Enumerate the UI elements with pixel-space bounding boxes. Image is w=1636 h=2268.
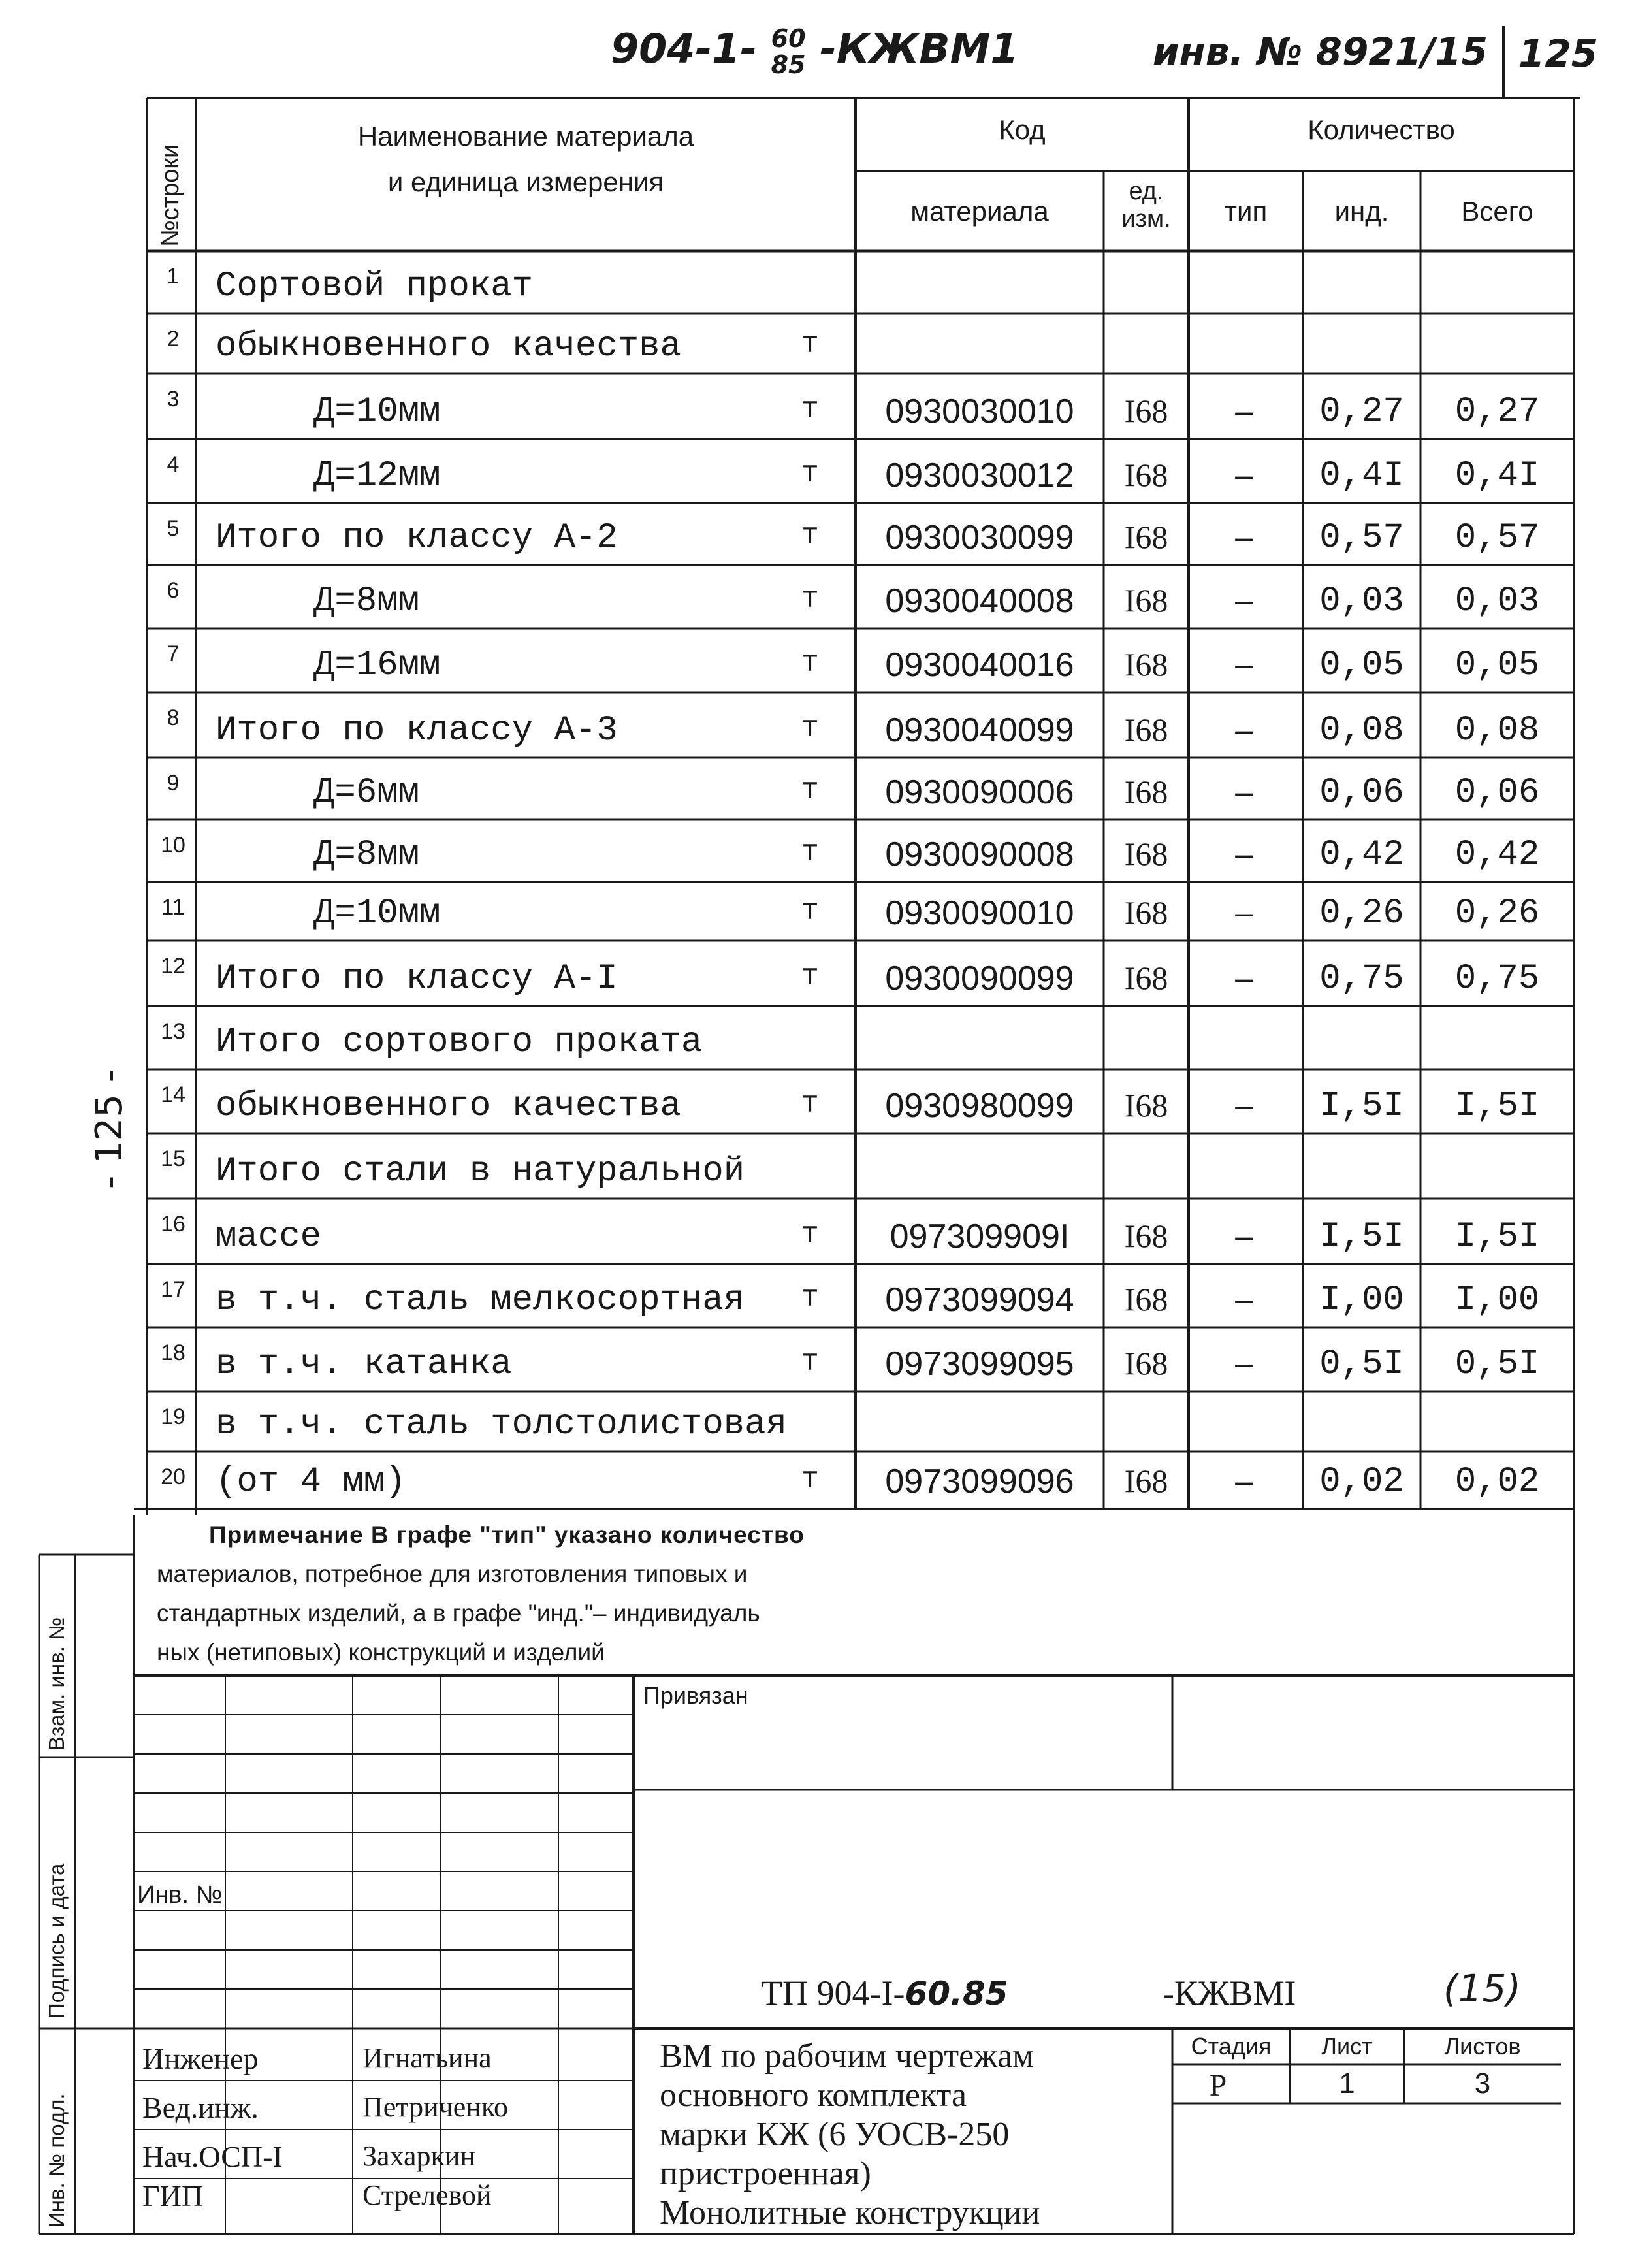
doc-designation-suffix: -КЖВМI <box>1163 1973 1296 2013</box>
qty-total: 0,27 <box>1454 392 1540 432</box>
signature-role: Инженер <box>142 2042 259 2075</box>
material-code: 0930040099 <box>885 711 1074 749</box>
sheets-value: 3 <box>1474 2067 1491 2099</box>
row-number: 5 <box>167 516 180 541</box>
qty-total: I,5I <box>1454 1217 1540 1257</box>
stage-label: Стадия <box>1191 2033 1272 2060</box>
material-name: Д=8мм <box>313 581 420 621</box>
qty-type: – <box>1235 894 1253 931</box>
unit-of-measure: т <box>801 519 819 553</box>
unit-of-measure: т <box>801 457 819 491</box>
qty-type: – <box>1235 835 1253 872</box>
unit-code: I68 <box>1124 519 1168 555</box>
material-code: 097309909I <box>890 1218 1070 1256</box>
table-row <box>0 1069 1636 1133</box>
table-row <box>0 1264 1636 1327</box>
header-name-line1: Наименование материала <box>357 121 694 152</box>
material-name: Д=8мм <box>313 835 420 875</box>
side-page-number: - 125 - <box>88 1069 131 1189</box>
qty-total: 0,08 <box>1454 711 1540 751</box>
note <box>157 1515 1006 1672</box>
row-number: 20 <box>161 1465 185 1489</box>
qty-individual: 0,03 <box>1319 581 1404 621</box>
title-line1: ВМ по рабочим чертежам <box>660 2037 1035 2075</box>
qty-individual: 0,05 <box>1319 645 1404 685</box>
header-code: Код <box>999 114 1046 145</box>
unit-of-measure: т <box>801 835 819 869</box>
unit-code: I68 <box>1124 960 1168 996</box>
table-row <box>0 820 1636 882</box>
qty-type: – <box>1235 1087 1253 1124</box>
qty-type: – <box>1235 646 1253 683</box>
unit-code: I68 <box>1124 773 1168 810</box>
doc-designation-prefix: ТП 904-I- <box>761 1973 905 2013</box>
title-line3: марки КЖ (6 УОСВ-250 <box>660 2116 1010 2153</box>
unit-code: I68 <box>1124 835 1168 872</box>
table-row <box>0 1451 1636 1509</box>
qty-total: 0,4I <box>1454 456 1540 496</box>
unit-code: I68 <box>1124 457 1168 493</box>
unit-of-measure: т <box>801 327 819 361</box>
material-code: 0930090099 <box>885 960 1074 997</box>
header-total: Всего <box>1461 196 1533 227</box>
privyazan-label: Привязан <box>643 1682 748 1709</box>
qty-total: 0,26 <box>1454 894 1540 933</box>
table-row <box>0 628 1636 692</box>
material-name: в т.ч. сталь толстолистовая <box>216 1404 787 1444</box>
qty-total: 0,5I <box>1454 1344 1540 1384</box>
qty-individual: 0,08 <box>1319 711 1404 751</box>
qty-individual: I,5I <box>1319 1217 1404 1257</box>
material-name: Итого по классу А-I <box>216 959 618 999</box>
unit-of-measure: т <box>801 393 819 427</box>
signature-name: Петриченко <box>362 2091 508 2123</box>
unit-of-measure: т <box>801 1345 819 1379</box>
row-number: 1 <box>167 264 180 289</box>
qty-total: I,5I <box>1454 1086 1540 1126</box>
material-code: 0930980099 <box>885 1087 1074 1125</box>
material-name: Итого по классу А-2 <box>216 518 618 558</box>
doc-designation <box>761 1973 1008 2013</box>
material-name: в т.ч. катанка <box>216 1344 512 1384</box>
qty-type: – <box>1235 1218 1253 1254</box>
unit-code: I68 <box>1124 1218 1168 1254</box>
unit-of-measure: т <box>801 711 819 745</box>
signature-role: ГИП <box>142 2179 204 2212</box>
material-code: 0930090006 <box>885 773 1074 811</box>
qty-total: 0,03 <box>1454 581 1540 621</box>
qty-total: 0,75 <box>1454 959 1540 999</box>
qty-individual: 0,27 <box>1319 392 1404 432</box>
qty-type: – <box>1235 773 1253 810</box>
qty-total: 0,42 <box>1454 835 1540 875</box>
title-line5: Монолитные конструкции <box>660 2194 1040 2231</box>
material-name: массе <box>216 1217 322 1257</box>
note-line1: Примечание В графе "тип" указано количество <box>209 1521 805 1548</box>
doc-sheet-number: (15) <box>1443 1966 1522 2011</box>
title-line2: основного комплекта <box>660 2077 967 2114</box>
note-line2: материалов, потребное для изготовления типовых и <box>157 1561 748 1587</box>
table-row <box>0 565 1636 628</box>
doc-designation-number: 60.85 <box>905 1975 1008 2013</box>
qty-individual: I,5I <box>1319 1086 1404 1126</box>
qty-type: – <box>1235 1463 1253 1499</box>
side-label-podpis: Подпись и дата <box>44 1863 69 2018</box>
qty-type: – <box>1235 582 1253 619</box>
table-row <box>0 758 1636 820</box>
qty-type: – <box>1235 393 1253 429</box>
table-row <box>0 503 1636 565</box>
row-number: 16 <box>161 1212 185 1237</box>
sheet-label: Лист <box>1321 2033 1373 2060</box>
qty-type: – <box>1235 519 1253 555</box>
signature-name: Игнатьина <box>362 2042 492 2074</box>
qty-total: 0,57 <box>1454 518 1540 558</box>
row-number: 2 <box>167 327 180 351</box>
row-number: 19 <box>161 1404 185 1429</box>
material-name: обыкновенного качества <box>216 1086 681 1126</box>
row-number: 6 <box>167 578 180 603</box>
header-quantity: Количество <box>1307 114 1455 145</box>
unit-code: I68 <box>1124 711 1168 748</box>
signature-role: Вед.инж. <box>142 2091 259 2124</box>
row-number: 14 <box>161 1082 185 1107</box>
unit-of-measure: т <box>801 1218 819 1252</box>
unit-code: I68 <box>1124 1087 1168 1124</box>
row-number: 9 <box>167 771 180 796</box>
qty-individual: 0,42 <box>1319 835 1404 875</box>
header-type: тип <box>1224 196 1268 227</box>
qty-individual: 0,4I <box>1319 456 1404 496</box>
header-code-unit: ед. изм. <box>1121 178 1171 233</box>
row-number: 13 <box>161 1019 185 1044</box>
note-line4: ных (нетиповых) конструкций и изделий <box>157 1639 605 1666</box>
inv-no-label: Инв. № <box>137 1881 223 1909</box>
qty-total: 0,06 <box>1454 773 1540 813</box>
table-row <box>0 692 1636 758</box>
doc-code-den: 85 <box>771 50 806 79</box>
signature-name: Стрелевой <box>362 2179 492 2211</box>
table-row <box>0 1327 1636 1391</box>
unit-code: I68 <box>1124 393 1168 429</box>
table-row <box>0 882 1636 941</box>
unit-code: I68 <box>1124 1281 1168 1318</box>
table-row <box>0 439 1636 503</box>
qty-individual: 0,06 <box>1319 773 1404 813</box>
table-row <box>0 374 1636 439</box>
material-code: 0930040008 <box>885 582 1074 620</box>
table-row <box>0 1199 1636 1264</box>
doc-code-suffix: -КЖВМ1 <box>820 25 1019 73</box>
material-name: Д=10мм <box>313 392 441 432</box>
row-number: 11 <box>161 895 185 920</box>
material-name: Д=6мм <box>313 773 420 813</box>
qty-individual: I,00 <box>1319 1280 1404 1320</box>
unit-of-measure: т <box>801 773 819 807</box>
unit-of-measure: т <box>801 1281 819 1315</box>
material-code: 0930030010 <box>885 393 1074 430</box>
qty-total: 0,05 <box>1454 645 1540 685</box>
header-name-line2: и единица измерения <box>387 167 664 198</box>
material-code: 0930040016 <box>885 646 1074 684</box>
material-code: 0930090008 <box>885 835 1074 873</box>
title-line4: пристроенная) <box>660 2155 871 2192</box>
inv-label: инв. № <box>1153 29 1303 74</box>
row-number: 18 <box>161 1340 185 1365</box>
unit-of-measure: т <box>801 646 819 680</box>
sheet-value: 1 <box>1339 2067 1355 2099</box>
unit-of-measure: т <box>801 1087 819 1121</box>
table-row <box>0 1006 1636 1069</box>
table-row <box>0 314 1636 374</box>
unit-code: I68 <box>1124 582 1168 619</box>
side-label-vzam: Взам. инв. № <box>44 1617 69 1751</box>
qty-individual: 0,5I <box>1319 1344 1404 1384</box>
material-code: 0930090010 <box>885 894 1074 932</box>
material-code: 0973099096 <box>885 1463 1074 1500</box>
unit-of-measure: т <box>801 960 819 994</box>
qty-individual: 0,26 <box>1319 894 1404 933</box>
unit-of-measure: т <box>801 894 819 928</box>
stage-value: Р <box>1209 2068 1227 2103</box>
table-row <box>0 941 1636 1006</box>
unit-of-measure: т <box>801 1463 819 1497</box>
qty-type: – <box>1235 960 1253 996</box>
material-name: обыкновенного качества <box>216 327 681 366</box>
unit-code: I68 <box>1124 1463 1168 1499</box>
header-name <box>196 121 856 199</box>
header-code-material: материала <box>910 196 1049 227</box>
table-row <box>0 1133 1636 1199</box>
qty-type: – <box>1235 457 1253 493</box>
qty-individual: 0,75 <box>1319 959 1404 999</box>
material-code: 0973099095 <box>885 1345 1074 1383</box>
material-name: Д=10мм <box>313 894 441 933</box>
sheets-label: Листов <box>1444 2033 1521 2060</box>
qty-individual: 0,02 <box>1319 1462 1404 1502</box>
side-label-inv-podl: Инв. № подл. <box>44 2093 69 2228</box>
qty-total: I,00 <box>1454 1280 1540 1320</box>
signature-name: Захаркин <box>362 2140 475 2172</box>
material-name: Итого по классу А-3 <box>216 711 618 751</box>
header-ind: инд. <box>1334 196 1389 227</box>
stamp-title <box>660 2037 1040 2233</box>
row-number: 3 <box>167 387 180 412</box>
row-number: 17 <box>161 1277 185 1302</box>
unit-code: I68 <box>1124 894 1168 931</box>
note-line3: стандартных изделий, а в графе "инд."– индивидуаль <box>157 1600 760 1627</box>
row-number: 7 <box>167 641 180 666</box>
row-number: 8 <box>167 705 180 730</box>
qty-type: – <box>1235 1281 1253 1318</box>
material-name: Итого стали в натуральной <box>216 1152 745 1191</box>
table-row <box>0 1391 1636 1451</box>
inv-value: 8921/15 <box>1315 29 1488 74</box>
material-name: (от 4 мм) <box>216 1462 406 1502</box>
unit-of-measure: т <box>801 582 819 616</box>
material-name: в т.ч. сталь мелкосортная <box>216 1280 745 1320</box>
header-row-number: №строки <box>157 144 184 247</box>
qty-type: – <box>1235 711 1253 748</box>
material-name: Д=12мм <box>313 456 441 496</box>
material-code: 0930030099 <box>885 519 1074 557</box>
signature-role: Нач.ОСП-I <box>142 2140 283 2173</box>
row-number: 4 <box>167 452 180 477</box>
material-name: Сортовой прокат <box>216 267 534 306</box>
qty-individual: 0,57 <box>1319 518 1404 558</box>
unit-code: I68 <box>1124 646 1168 683</box>
material-name: Итого сортового проката <box>216 1022 703 1062</box>
material-code: 0930030012 <box>885 457 1074 494</box>
unit-code: I68 <box>1124 1345 1168 1382</box>
doc-code-num: 60 <box>771 24 806 53</box>
qty-total: 0,02 <box>1454 1462 1540 1502</box>
material-code: 0973099094 <box>885 1281 1074 1319</box>
row-number: 12 <box>161 954 185 979</box>
row-number: 10 <box>161 833 185 858</box>
material-name: Д=16мм <box>313 645 441 685</box>
table-row <box>0 251 1636 314</box>
qty-type: – <box>1235 1345 1253 1382</box>
sheet-page-number: 125 <box>1518 31 1598 76</box>
row-number: 15 <box>161 1146 185 1171</box>
doc-code-prefix: 904-1- <box>611 25 758 73</box>
